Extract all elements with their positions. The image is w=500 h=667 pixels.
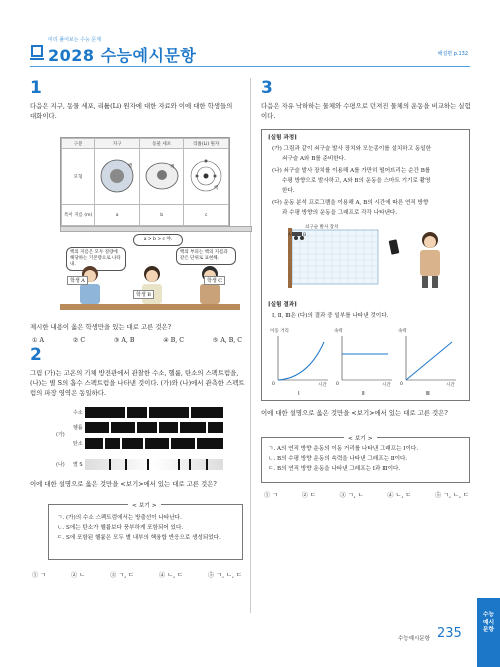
choice[interactable]: ④ B, C [163, 337, 184, 344]
question-1-number: 1 [30, 78, 42, 98]
graph-3-xlabel: 시간 [446, 383, 455, 388]
page-number: 235 [437, 626, 462, 641]
group-b-label: (나) [56, 462, 65, 468]
process-line: 과 수평 방향의 운동을 그래프로 각각 나타낸다. [282, 210, 398, 216]
choice[interactable]: ③ A, B [113, 337, 135, 344]
graph-1-name: Ⅰ [298, 391, 300, 397]
helium-spectrum [85, 422, 223, 433]
question-1-question: 제시한 내용이 옳은 학생만을 있는 대로 고른 것은? [30, 323, 172, 331]
question-3-prompt: 다음은 자유 낙하하는 물체와 수평으로 던져진 물체의 운동을 비교하는 실험이다. [261, 102, 471, 120]
page-header [30, 34, 470, 66]
question-2-question: 이에 대한 설명으로 옳은 것만을 <보기>에서 있는 대로 고른 것은? [30, 480, 217, 488]
graph-2-xlabel: 시간 [382, 383, 391, 388]
question-2-choices [32, 570, 242, 579]
side-tab-line: 예시 [482, 619, 495, 626]
choice[interactable]: ⑤ A, B, C [212, 337, 242, 344]
earth-model-figure [98, 157, 136, 195]
q2-bogi-title: < 보기 > [128, 500, 161, 509]
q3-bogi-item: ㄱ. A의 연직 방향 운동의 이동 거리를 나타낸 그래프는 Ⅰ이다. [268, 446, 419, 452]
board-ledge [60, 226, 252, 232]
choice[interactable]: ④ ㄴ, ㄷ [159, 572, 184, 579]
side-tab-line: 수능 [482, 612, 495, 618]
choice[interactable]: ① ㄱ [264, 492, 279, 499]
student-c-label: 학생 C [204, 276, 225, 285]
size-value: b [139, 205, 184, 226]
spectrum-label-star-s: 별 S [73, 462, 83, 468]
q3-bogi-item: ㄴ. B의 수평 방향 운동의 속력을 나타낸 그래프는 Ⅱ이다. [268, 456, 408, 462]
row-label-size: 특이 지름 (m) [62, 205, 95, 226]
q3-bogi-title: < 보기 > [344, 433, 377, 442]
graph-2-ylabel: 속력 [334, 329, 343, 334]
q1-data-table [60, 137, 230, 227]
process-line: (다) 운동 분석 프로그램을 이용해 A, B의 시간에 따른 연직 방향 [272, 200, 429, 206]
result-graphs [268, 328, 464, 392]
device-label: 쇠구슬 발사 장치 [305, 225, 339, 230]
book-icon [30, 42, 44, 60]
table-head-cell: 지구 [95, 139, 140, 149]
lithium-model-figure [187, 157, 225, 195]
question-1-choices [32, 337, 242, 344]
q3-bogi-item: ㄷ. B의 연직 방향 운동을 나타낸 그래프는 Ⅰ과 Ⅲ이다. [268, 466, 401, 472]
result-line: Ⅰ, Ⅱ, Ⅲ은 (다)의 결과 중 일부를 나타낸 것이다. [272, 313, 389, 319]
table-head-cell: 리튬(Li) 원자 [184, 139, 229, 149]
row-label-model: 모형 [62, 149, 95, 205]
q2-bogi-item: ㄱ. (가)의 수소 스펙트럼에서는 방출선이 나타난다. [57, 515, 182, 521]
process-line: (가) 그림과 같이 쇠구슬 발사 장치와 모눈종이를 설치하고 동일한 [272, 146, 432, 152]
graph-1-ylabel: 이동 거리 [270, 329, 289, 334]
process-line: 한다. [282, 188, 295, 194]
spectrum-label-hydrogen: 수소 [73, 410, 83, 416]
size-value: c [184, 205, 229, 226]
choice[interactable]: ② C [72, 337, 86, 344]
question-3-choices [264, 490, 469, 499]
nucleus-label: 핵 [128, 163, 133, 169]
question-3-number: 3 [261, 78, 273, 98]
nucleus-label: 핵 [214, 185, 219, 191]
carbon-spectrum [85, 438, 223, 449]
cell-model [139, 149, 184, 205]
choice[interactable]: ④ ㄴ, ㄷ [387, 492, 412, 499]
cell-model-figure [143, 157, 181, 195]
process-line: (나) 쇠구슬 발사 장치를 이용해 A를 가만히 떨어뜨리는 순간 B를 [272, 168, 431, 174]
process-line: 수평 방향으로 발사하고, A와 B의 운동을 스마트 기기로 촬영 [282, 178, 431, 184]
column-divider [250, 78, 251, 613]
graph-1-xlabel: 시간 [318, 383, 327, 388]
side-tab-line: 문항 [482, 627, 495, 633]
table-head-cell: 동물 세포 [139, 139, 184, 149]
graph-1-origin: 0 [272, 382, 275, 387]
side-tab[interactable] [477, 598, 500, 667]
ball-a-label: A [288, 233, 292, 238]
star-s-absorption-spectrum [85, 459, 223, 470]
question-3-question: 이에 대한 설명으로 옳은 것만을 <보기>에서 있는 대로 고른 것은? [261, 409, 448, 417]
hydrogen-spectrum [85, 407, 223, 418]
question-2-prompt: 그림 (가)는 고온의 기체 방전관에서 관찰한 수소, 헬륨, 탄소의 스펙트럼을, (나)는 별 S의 흡수 스펙트럼을 나타낸 것이다. (가)와 (나)에서 관측한 스펙트럼의 파장 영역은 동일하다. [30, 369, 245, 397]
q2-bogi-item: ㄴ. S에는 탄소가 헬륨보다 풍부하게 포함되어 있다. [57, 525, 184, 531]
choice[interactable]: ② ㄴ [71, 572, 86, 579]
graph-3 [406, 336, 456, 380]
graph-2-name: Ⅱ [362, 391, 365, 397]
spectrum-label-helium: 헬륨 [73, 425, 83, 431]
table-head-cell: 구분 [62, 139, 95, 149]
answer-reference: 해설편 p.132 [437, 51, 468, 57]
student-a-label: 학생 A [67, 276, 88, 285]
header-divider [30, 66, 470, 67]
spectrum-label-carbon: 탄소 [73, 441, 83, 447]
lithium-model [184, 149, 229, 205]
size-value: a [95, 205, 140, 226]
choice[interactable]: ⑤ ㄱ, ㄴ, ㄷ [208, 572, 242, 579]
result-title: [실험 결과] [268, 302, 297, 308]
group-a-label: (가) [56, 432, 65, 438]
students-illustration [60, 262, 240, 312]
choice[interactable]: ① A [32, 337, 44, 344]
footer-label: 수능예시문항 [398, 636, 430, 642]
choice[interactable]: ③ ㄱ, ㄷ [110, 572, 135, 579]
graph-1 [278, 336, 328, 380]
graph-3-name: Ⅲ [426, 391, 430, 397]
ball-b-label: B [303, 233, 307, 238]
graph-3-origin: 0 [400, 382, 403, 387]
choice[interactable]: ⑤ ㄱ, ㄴ, ㄷ [435, 492, 469, 499]
process-line: 쇠구슬 A와 B를 준비한다. [282, 156, 346, 162]
graph-3-ylabel: 속력 [398, 329, 407, 334]
question-2-number: 2 [30, 345, 42, 365]
earth-model [95, 149, 140, 205]
graph-2-origin: 0 [336, 382, 339, 387]
question-1-prompt: 다음은 지구, 동물 세포, 리튬(Li) 원자에 대한 자료와 이에 대한 학생들의 대화이다. [30, 102, 233, 120]
header-subtitle: 미리 풀어보는 수능 문제 [48, 37, 102, 43]
student-b-label: 학생 B [133, 290, 154, 299]
page-title: 2028 수능예시문항 [48, 46, 197, 65]
speech-bubble-student-a: 핵의 지름은 모두 질량에 해당하는 기본량으로 나타내. [66, 247, 126, 271]
choice[interactable]: ② ㄷ [301, 492, 316, 499]
choice[interactable]: ③ ㄱ, ㄴ [339, 492, 364, 499]
student-with-phone-illustration [408, 230, 450, 290]
process-title: [실험 과정] [268, 135, 297, 141]
q2-bogi-item: ㄷ. S에 포함된 헬륨은 모두 별 내부의 핵융합 반응으로 생성되었다. [57, 535, 221, 541]
speech-bubble-student-b: a > b > c 야. [133, 234, 183, 246]
nucleus-label: 핵 [169, 164, 174, 170]
graph-2 [342, 336, 392, 380]
speech-bubble-student-c: 핵의 부피는 핵의 지름과 같은 단위로 표현해. [176, 247, 236, 265]
choice[interactable]: ① ㄱ [32, 572, 47, 579]
